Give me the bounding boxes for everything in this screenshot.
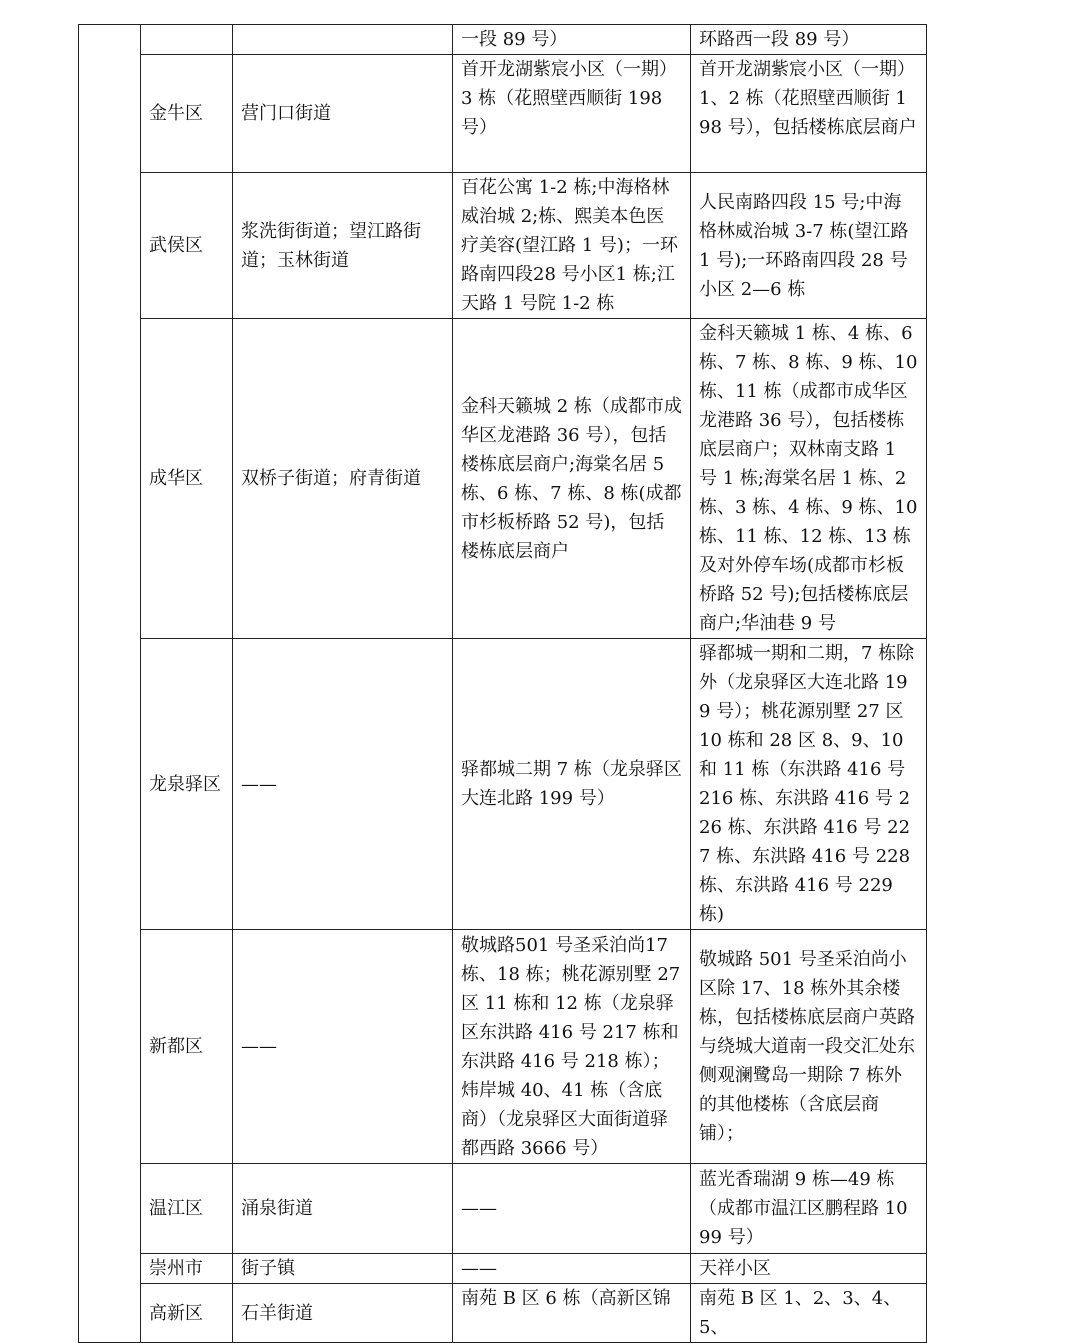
- street-cell: 涌泉街道: [233, 1164, 453, 1254]
- street-cell: ——: [233, 639, 453, 930]
- table-row: [79, 1254, 927, 1284]
- district-cell: 金牛区: [141, 55, 233, 173]
- district-cell: 新都区: [141, 930, 233, 1164]
- district-cell: 温江区: [141, 1164, 233, 1254]
- high-risk-area-cell: 金科天籁城 2 栋（成都市成华区龙港路 36 号），包括楼栋底层商户;海棠名居 5 栋、6 栋、7 栋、8 栋(成都市杉板桥路 52 号)，包括楼栋底层商户: [453, 319, 691, 639]
- medium-risk-area-cell: 南苑 B 区 1、2、3、4、5、: [691, 1284, 927, 1343]
- medium-risk-area-cell: 敬城路 501 号圣采泊尚小区除 17、18 栋外其余楼栋，包括楼栋底层商户英路与绕城大道南一段交汇处东侧观澜鹭岛一期除 7 栋外的其他楼栋（含底层商铺）；: [691, 930, 927, 1164]
- high-risk-area-cell: 敬城路501 号圣采泊尚17 栋、18 栋；桃花源别墅 27 区 11 栋和 12 栋（龙泉驿区东洪路 416 号 217 栋和东洪路 416 号 218 栋）；炜岸城 40、41 栋（含底商）（龙泉驿区大面街道驿都西路 3666 号）: [453, 930, 691, 1164]
- street-cell: ——: [233, 930, 453, 1164]
- high-risk-area-cell: ——: [453, 1164, 691, 1254]
- high-risk-area-cell: ——: [453, 1254, 691, 1284]
- medium-risk-area-cell: 天祥小区: [691, 1254, 927, 1284]
- table-row: [79, 1164, 927, 1254]
- medium-risk-area-cell: 人民南路四段 15 号;中海格林威治城 3-7 栋(望江路 1 号);一环路南四段 28 号小区 2—6 栋: [691, 173, 927, 319]
- affected-area-table: [78, 24, 927, 1343]
- table-row: [79, 930, 927, 1164]
- table-row: [79, 319, 927, 639]
- street-cell: 石羊街道: [233, 1284, 453, 1343]
- high-risk-area-cell: 首开龙湖紫宸小区（一期）3 栋（花照壁西顺街 198 号）: [453, 55, 691, 173]
- district-cell: 武侯区: [141, 173, 233, 319]
- medium-risk-area-cell: 蓝光香瑞湖 9 栋—49 栋（成都市温江区鹏程路 1099 号）: [691, 1164, 927, 1254]
- street-cell: 浆洗街街道；望江路街道；玉林街道: [233, 173, 453, 319]
- medium-risk-area-cell: 金科天籁城 1 栋、4 栋、6 栋、7 栋、8 栋、9 栋、10 栋、11 栋（成都市成华区龙港路 36 号），包括楼栋底层商户；双林南支路 1 号 1 栋;海棠名居 1 栋、2 栋、3 栋、4 栋、9 栋、10 栋、11 栋、12 栋、13 栋及对外停车场(成都市杉板桥路 52 号);包括楼栋底层商户;华油巷 9 号: [691, 319, 927, 639]
- district-cell: 成华区: [141, 319, 233, 639]
- medium-risk-area-cell: 环路西一段 89 号）: [691, 25, 927, 55]
- district-cell: [141, 25, 233, 55]
- medium-risk-area-cell: 驿都城一期和二期，7 栋除外（龙泉驿区大连北路 199 号）；桃花源别墅 27 区 10 栋和 28 区 8、9、10 和 11 栋（东洪路 416 号 216 栋、东洪路 416 号 226 栋、东洪路 416 号 227 栋、东洪路 416 号 228 栋、东洪路 416 号 229 栋): [691, 639, 927, 930]
- street-cell: 双桥子街道；府青街道: [233, 319, 453, 639]
- leading-merged-cell: [79, 25, 141, 1343]
- table-row: [79, 173, 927, 319]
- high-risk-area-cell: 百花公寓 1-2 栋;中海格林威治城 2;栋、熙美本色医疗美容(望江路 1 号)；一环路南四段28 号小区1 栋;江天路 1 号院 1-2 栋: [453, 173, 691, 319]
- high-risk-area-cell: 南苑 B 区 6 栋（高新区锦: [453, 1284, 691, 1343]
- district-cell: 龙泉驿区: [141, 639, 233, 930]
- district-cell: 高新区: [141, 1284, 233, 1343]
- table-row: [79, 639, 927, 930]
- street-cell: 营门口街道: [233, 55, 453, 173]
- medium-risk-area-cell: 首开龙湖紫宸小区（一期）1、2 栋（花照壁西顺街 198 号），包括楼栋底层商户: [691, 55, 927, 173]
- table-row: [79, 55, 927, 173]
- district-cell: 崇州市: [141, 1254, 233, 1284]
- high-risk-area-cell: 驿都城二期 7 栋（龙泉驿区大连北路 199 号）: [453, 639, 691, 930]
- street-cell: [233, 25, 453, 55]
- street-cell: 街子镇: [233, 1254, 453, 1284]
- table-row: [79, 1284, 927, 1343]
- table-row: [79, 25, 927, 55]
- high-risk-area-cell: 一段 89 号）: [453, 25, 691, 55]
